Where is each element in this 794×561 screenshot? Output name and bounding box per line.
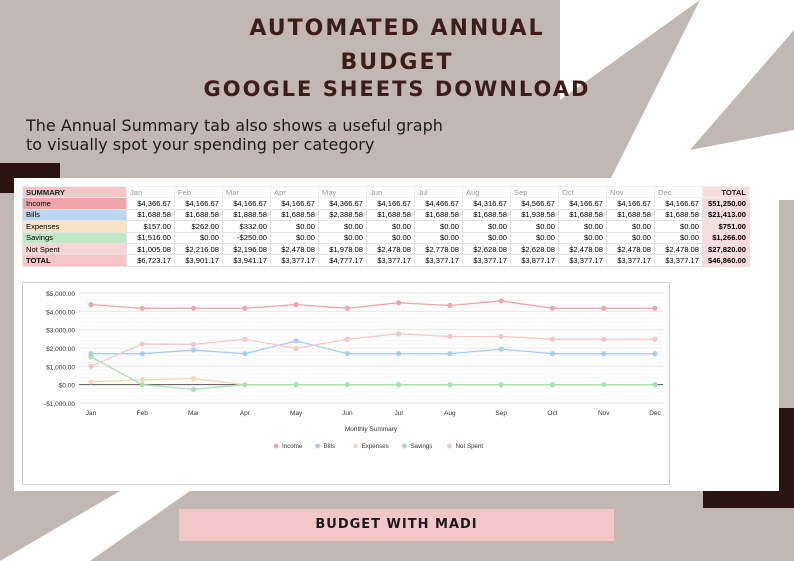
value-cell[interactable]: $1,688.58 [655,209,703,220]
value-cell[interactable]: $0.00 [319,232,367,243]
data-point [550,337,555,342]
heading-line-1: AUTOMATED ANNUAL [249,16,545,41]
header-cell-month[interactable]: Apr [271,187,319,198]
value-cell[interactable]: $1,688.58 [463,209,511,220]
legend-marker [353,444,358,449]
value-cell[interactable]: $1,688.58 [271,209,319,220]
value-cell[interactable]: $0.00 [415,221,463,232]
value-cell[interactable]: $2,478.08 [271,243,319,254]
value-cell[interactable]: $4,166.67 [175,198,223,209]
data-point [499,298,504,303]
header-cell-summary[interactable]: SUMMARY [23,187,127,198]
data-point [652,306,657,311]
table-row [23,232,750,243]
x-tick-label: Oct [547,410,558,417]
data-point [499,347,504,352]
row-total-cell[interactable]: $27,820.00 [703,243,750,254]
value-cell[interactable]: $1,688.58 [367,209,415,220]
value-cell[interactable]: $0.00 [319,221,367,232]
data-point [447,334,452,339]
row-label-cell[interactable]: Not Spent [23,243,127,254]
data-point [88,302,93,307]
value-cell[interactable]: $2,778.08 [415,243,463,254]
series-line [91,334,655,367]
data-point [345,382,350,387]
x-tick-label: Feb [136,410,148,417]
header-cell-month[interactable]: Jan [127,187,175,198]
value-cell[interactable]: $0.00 [655,232,703,243]
value-cell[interactable]: $0.00 [367,232,415,243]
header-cell-month[interactable]: Aug [463,187,511,198]
row-label-cell[interactable]: Savings [23,232,127,243]
data-point [396,382,401,387]
row-label-cell[interactable]: Expenses [23,221,127,232]
value-cell[interactable]: $0.00 [463,221,511,232]
value-cell[interactable]: $3,901.17 [175,255,223,266]
data-point [652,351,657,356]
data-point [550,382,555,387]
description-line-2: to visually spot your spending per category [26,135,375,154]
heading-line-3: GOOGLE SHEETS DOWNLOAD [203,77,591,101]
table-row [23,209,750,220]
value-cell[interactable]: $6,723.17 [127,255,175,266]
legend-label: Income [282,443,303,450]
data-point [293,338,298,343]
value-cell[interactable]: $1,978.08 [319,243,367,254]
y-tick-label: $5,000.00 [46,291,75,298]
header-cell-month[interactable]: Oct [559,187,607,198]
data-point [242,351,247,356]
value-cell[interactable]: -$250.00 [223,232,271,243]
footer-brand-banner: BUDGET WITH MADI [179,509,614,541]
header-cell-month[interactable]: Sep [511,187,559,198]
data-point [191,306,196,311]
y-tick-label: $4,000.00 [46,309,75,317]
x-tick-label: Sep [495,410,507,417]
data-point [242,306,247,311]
data-point [345,351,350,356]
row-total-cell[interactable]: $1,266.00 [703,232,750,243]
table-row [23,243,750,254]
value-cell[interactable]: $4,466.67 [415,198,463,209]
value-cell[interactable]: $1,938.58 [511,209,559,220]
data-point [447,382,452,387]
data-point [191,387,196,392]
value-cell[interactable]: $3,941.17 [223,255,271,266]
data-point [293,382,298,387]
value-cell[interactable]: $4,166.67 [559,198,607,209]
value-cell[interactable]: $4,566.67 [511,198,559,209]
data-point [242,337,247,342]
row-label-cell[interactable]: TOTAL [23,255,127,266]
spreadsheet-panel [14,178,779,491]
data-point [499,334,504,339]
value-cell[interactable]: $0.00 [607,232,655,243]
value-cell[interactable]: $0.00 [559,221,607,232]
legend-label: Not Spent [455,443,484,450]
row-label-cell[interactable]: Income [23,198,127,209]
value-cell[interactable]: $0.00 [271,221,319,232]
value-cell[interactable]: $0.00 [463,232,511,243]
value-cell[interactable]: $4,166.67 [367,198,415,209]
value-cell[interactable]: $4,166.67 [655,198,703,209]
value-cell[interactable]: $0.00 [175,232,223,243]
value-cell[interactable]: $2,478.08 [559,243,607,254]
header-cell-total[interactable]: TOTAL [703,187,750,198]
y-tick-label: $3,000.00 [46,327,75,335]
header-cell-month[interactable]: Jul [415,187,463,198]
data-point [293,346,298,351]
value-cell[interactable]: $1,688.58 [559,209,607,220]
row-total-cell[interactable]: $21,413.00 [703,209,750,220]
data-point [140,341,145,346]
legend-marker [447,444,452,449]
data-point [191,347,196,352]
value-cell[interactable]: $2,478.08 [367,243,415,254]
y-tick-label: $2,000.00 [46,346,75,353]
x-tick-label: Dec [649,410,661,417]
data-point [396,331,401,336]
value-cell[interactable]: $4,777.17 [319,255,367,266]
legend-marker [402,444,407,449]
value-cell[interactable]: $0.00 [559,232,607,243]
value-cell[interactable]: $0.00 [367,221,415,232]
value-cell[interactable]: $0.00 [511,232,559,243]
series-line [91,379,655,385]
value-cell[interactable]: $2,628.08 [511,243,559,254]
data-point [345,306,350,311]
y-tick-label: $1,000.00 [46,364,75,372]
x-tick-label: May [289,410,303,417]
legend-label: Expenses [361,443,389,450]
header-cell-month[interactable]: Nov [607,187,655,198]
legend-label: Bills [323,443,335,450]
data-point [191,342,196,347]
data-point [499,382,504,387]
row-total-cell[interactable]: $46,860.00 [703,255,750,266]
value-cell[interactable]: $1,516.00 [127,232,175,243]
data-point [88,364,93,369]
table-row [23,198,750,209]
value-cell[interactable]: $0.00 [415,232,463,243]
x-tick-label: Jul [394,410,403,417]
legend-marker [315,444,320,449]
x-tick-label: Jun [342,410,353,417]
value-cell[interactable]: $4,166.67 [223,198,271,209]
data-point [447,351,452,356]
table-row [23,221,750,232]
value-cell[interactable]: $262.00 [175,221,223,232]
value-cell[interactable]: $3,377.17 [415,255,463,266]
data-point [345,337,350,342]
x-tick-label: Nov [597,410,610,417]
data-point [601,351,606,356]
data-point [88,354,93,359]
row-total-cell[interactable]: $51,250.00 [703,198,750,209]
legend-marker [274,444,279,449]
data-point [140,306,145,311]
value-cell[interactable]: $1,005.08 [127,243,175,254]
value-cell[interactable]: $2,628.08 [463,243,511,254]
value-cell[interactable]: $1,888.58 [223,209,271,220]
x-tick-label: Jan [85,410,97,417]
data-point [88,379,93,384]
value-cell[interactable]: $0.00 [655,221,703,232]
series-line [91,301,655,308]
x-tick-label: Apr [239,410,250,417]
value-cell[interactable]: $2,196.08 [223,243,271,254]
x-tick-label: Aug [444,410,456,417]
header-cell-month[interactable]: Feb [175,187,223,198]
table-row [23,255,750,266]
heading-line-2: BUDGET [340,50,454,75]
value-cell[interactable]: $2,216.08 [175,243,223,254]
data-point [140,377,145,382]
legend-label: Savings [410,443,433,450]
value-cell[interactable]: $3,877.17 [511,255,559,266]
y-tick-label: -$1,000.00 [43,401,75,408]
description-line-1: The Annual Summary tab also shows a useful graph [26,116,443,135]
x-tick-label: Mar [187,410,200,417]
data-point [550,306,555,311]
value-cell[interactable]: $2,478.08 [655,243,703,254]
value-cell[interactable]: $3,377.17 [367,255,415,266]
data-point [396,300,401,305]
header-cell-month[interactable]: Jun [367,187,415,198]
value-cell[interactable]: $0.00 [271,232,319,243]
data-point [140,382,145,387]
value-cell[interactable]: $2,478.08 [607,243,655,254]
data-point [242,382,247,387]
line-chart-container [22,282,670,485]
value-cell[interactable]: $4,166.67 [271,198,319,209]
value-cell[interactable]: $3,377.17 [271,255,319,266]
value-cell[interactable]: $1,688.58 [415,209,463,220]
value-cell[interactable]: $4,366.67 [127,198,175,209]
row-label-cell[interactable]: Bills [23,209,127,220]
value-cell[interactable]: $157.00 [127,221,175,232]
data-point [191,376,196,381]
row-total-cell[interactable]: $751.00 [703,221,750,232]
value-cell[interactable]: $2,388.58 [319,209,367,220]
value-cell[interactable]: $3,377.17 [655,255,703,266]
data-point [601,382,606,387]
value-cell[interactable]: $4,316.67 [463,198,511,209]
data-point [652,382,657,387]
data-point [447,303,452,308]
value-cell[interactable]: $1,688.58 [127,209,175,220]
value-cell[interactable]: $1,688.58 [175,209,223,220]
data-point [652,337,657,342]
summary-table [22,186,750,267]
value-cell[interactable]: $3,377.17 [607,255,655,266]
data-point [140,351,145,356]
header-cell-month[interactable]: May [319,187,367,198]
header-cell-month[interactable]: Mar [223,187,271,198]
value-cell[interactable]: $4,166.67 [607,198,655,209]
value-cell[interactable]: $0.00 [607,221,655,232]
white-triangle-bottom [0,491,190,561]
y-tick-label: $0.00 [58,382,75,390]
line-chart [23,283,669,484]
value-cell[interactable]: $4,366.67 [319,198,367,209]
header-cell-month[interactable]: Dec [655,187,703,198]
value-cell[interactable]: $1,688.58 [607,209,655,220]
value-cell[interactable]: $0.00 [511,221,559,232]
value-cell[interactable]: $332.00 [223,221,271,232]
data-point [601,337,606,342]
value-cell[interactable]: $3,377.17 [463,255,511,266]
table-header-row [23,187,750,198]
value-cell[interactable]: $3,377.17 [559,255,607,266]
x-axis-title: Monthly Summary [344,426,398,433]
data-point [293,302,298,307]
data-point [601,306,606,311]
data-point [396,351,401,356]
data-point [550,351,555,356]
